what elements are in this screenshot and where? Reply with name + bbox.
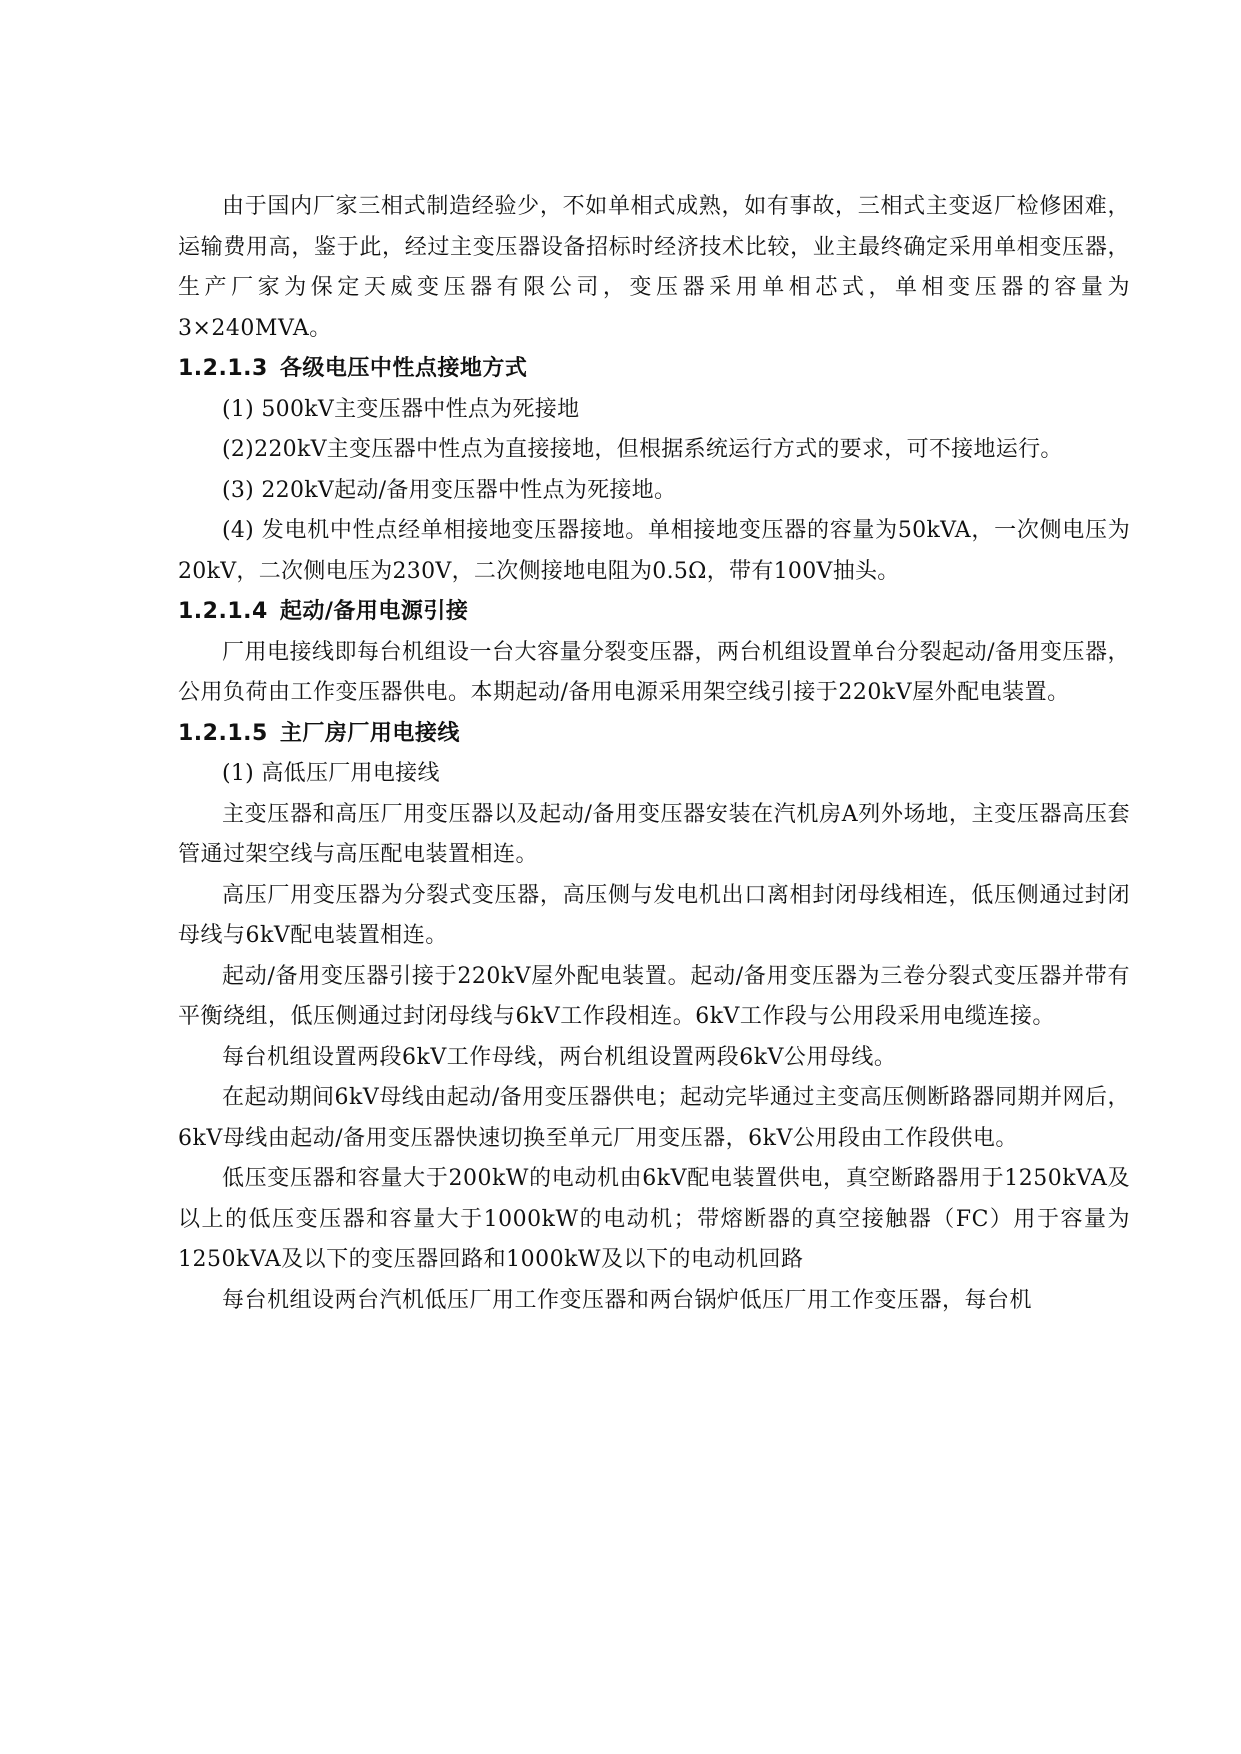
paragraph-lv-aux-transformers: 每台机组设两台汽机低压厂用工作变压器和两台锅炉低压厂用工作变压器，每台机 [222, 1287, 1033, 1313]
paragraph-startup-transformer: 起动/备用变压器引接于220kV屋外配电装置。起动/备用变压器为三卷分裂式变压器并带有平衡绕组，低压侧通过封闭母线与6kV工作段相连。6kV工作段与公用段采用电缆连接。 [178, 963, 1130, 1029]
section-heading-1-2-1-5 [178, 714, 1130, 755]
document-body [178, 187, 1130, 1321]
paragraph-transformer-selection: 由于国内厂家三相式制造经验少，不如单相式成熟，如有事故，三相式主变返厂检修困难，运输费用高，鉴于此，经过主变压器设备招标时经济技术比较，业主最终确定采用单相变压器，生产厂家为保定天威变压器有限公司，变压器采用单相芯式，单相变压器的容量为3×240MVA。 [178, 194, 1130, 341]
section-title: 各级电压中性点接地方式 [279, 356, 528, 381]
section-title: 主厂房厂用电接线 [279, 720, 460, 746]
paragraph-lv-transformer-motor: 低压变压器和容量大于200kW的电动机由6kV配电装置供电，真空断路器用于1250kVA及以上的低压变压器和容量大于1000kW的电动机；带熔断器的真空接触器（FC）用于容量为1250kVA及以下的变压器回路和1000kW及以下的电动机回路 [178, 1166, 1130, 1272]
list-item-4: (4) 发电机中性点经单相接地变压器接地。单相接地变压器的容量为50kVA，一次侧电压为20kV，二次侧电压为230V，二次侧接地电阻为0.5Ω，带有100V抽头。 [178, 518, 1130, 584]
section-heading-1-2-1-3 [178, 349, 1130, 390]
paragraph-startup-period: 在起动期间6kV母线由起动/备用变压器供电；起动完毕通过主变高压侧断路器同期并网后，6kV母线由起动/备用变压器快速切换至单元厂用变压器，6kV公用段由工作段供电。 [178, 1085, 1130, 1151]
section-title: 起动/备用电源引接 [279, 599, 469, 624]
list-item-3: (3) 220kV起动/备用变压器中性点为死接地。 [222, 477, 677, 503]
paragraph-hv-aux-transformer: 高压厂用变压器为分裂式变压器，高压侧与发电机出口离相封闭母线相连，低压侧通过封闭母线与6kV配电装置相连。 [178, 882, 1130, 948]
section-number: 1.2.1.4 [178, 599, 268, 624]
list-item-hv-lv-wiring: (1) 高低压厂用电接线 [222, 761, 440, 786]
section-number: 1.2.1.5 [178, 720, 268, 746]
section-heading-1-2-1-4 [178, 592, 1130, 633]
paragraph-startup-power: 厂用电接线即每台机组设一台大容量分裂变压器，两台机组设置单台分裂起动/备用变压器，公用负荷由工作变压器供电。本期起动/备用电源采用架空线引接于220kV屋外配电装置。 [178, 639, 1130, 705]
paragraph-main-transformer-location: 主变压器和高压厂用变压器以及起动/备用变压器安装在汽机房A列外场地，主变压器高压套管通过架空线与高压配电装置相连。 [178, 801, 1130, 867]
list-item-1: (1) 500kV主变压器中性点为死接地 [222, 396, 580, 422]
list-item-2: (2)220kV主变压器中性点为直接接地，但根据系统运行方式的要求，可不接地运行。 [222, 437, 1063, 462]
section-number: 1.2.1.3 [178, 356, 268, 381]
paragraph-6kv-bus: 每台机组设置两段6kV工作母线，两台机组设置两段6kV公用母线。 [222, 1044, 897, 1070]
